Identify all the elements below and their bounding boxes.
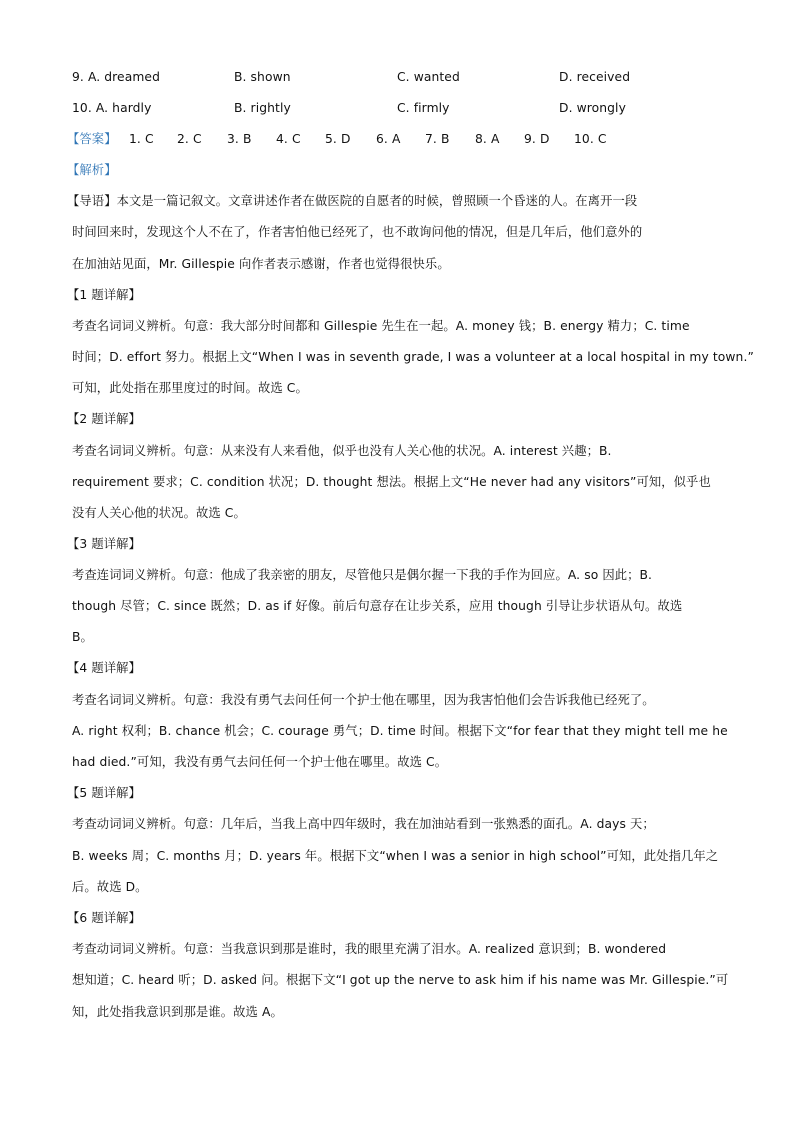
answer-item: 10. C xyxy=(574,132,607,146)
answer-item: 7. B xyxy=(425,132,450,146)
explanation-line: 时间；D. effort 努力。根据上文“When I was in seventh grade, I was a volunteer at a local hospital in my town.” xyxy=(72,350,754,364)
answer-item: 8. A xyxy=(475,132,500,146)
answer-item: 3. B xyxy=(227,132,252,146)
answer-item: 4. C xyxy=(276,132,301,146)
explanation-line: 可知，此处指在那里度过的时间。故选 C。 xyxy=(72,381,308,395)
explanation-line: 考查动词词义辨析。句意：当我意识到那是谁时，我的眼里充满了泪水。A. realized 意识到；B. wondered xyxy=(72,942,667,956)
explanation-line: B. weeks 周；C. months 月；D. years 年。根据下文“when I was a senior in high school”可知，此处指几年之 xyxy=(72,849,719,863)
explanation-line: B。 xyxy=(72,630,93,644)
option-a: 10. A. hardly xyxy=(72,101,152,115)
option-c: C. wanted xyxy=(397,70,460,84)
answer-label: 【答案】 xyxy=(67,132,117,146)
option-d: D. received xyxy=(559,70,631,84)
explanation-line: 考查名词词义辨析。句意：我没有勇气去问任何一个护士他在哪里，因为我害怕他们会告诉我他已经死了。 xyxy=(72,693,655,707)
explanation-line: 考查动词词义辨析。句意：几年后，当我上高中四年级时，我在加油站看到一张熟悉的面孔。A. days 天； xyxy=(72,817,655,831)
explanation-line: 考查连词词义辨析。句意：他成了我亲密的朋友，尽管他只是偶尔握一下我的手作为回应。A. so 因此；B. xyxy=(72,568,653,582)
explanation-line: A. right 权利；B. chance 机会；C. courage 勇气；D. time 时间。根据下文“for fear that they might tell me he xyxy=(72,724,728,738)
explanation-line: 考查名词词义辨析。句意：我大部分时间都和 Gillespie 先生在一起。A. money 钱；B. energy 精力；C. time xyxy=(72,319,690,333)
answer-item: 6. A xyxy=(376,132,401,146)
explanation-line: 没有人关心他的状况。故选 C。 xyxy=(72,506,246,520)
section-heading: 【5 题详解】 xyxy=(67,786,141,800)
option-c: C. firmly xyxy=(397,101,450,115)
answer-item: 9. D xyxy=(524,132,550,146)
section-heading: 【2 题详解】 xyxy=(67,412,141,426)
explanation-line: 想知道；C. heard 听；D. asked 问。根据下文“I got up the nerve to ask him if his name was Mr. Gillespie.”可 xyxy=(72,973,729,987)
answer-item: 1. C xyxy=(129,132,154,146)
option-b: B. rightly xyxy=(234,101,291,115)
analysis-label: 【解析】 xyxy=(67,163,117,177)
explanation-line: requirement 要求；C. condition 状况；D. thought 想法。根据上文“He never had any visitors”可知，似乎也 xyxy=(72,475,711,489)
section-heading: 【4 题详解】 xyxy=(67,661,141,675)
explanation-line: though 尽管；C. since 既然；D. as if 好像。前后句意存在让步关系，应用 though 引导让步状语从句。故选 xyxy=(72,599,683,613)
intro-line: 在加油站见面，Mr. Gillespie 向作者表示感谢，作者也觉得很快乐。 xyxy=(72,257,450,271)
section-heading: 【1 题详解】 xyxy=(67,288,141,302)
explanation-line: 考查名词词义辨析。句意：从来没有人来看他，似乎也没有人关心他的状况。A. interest 兴趣；B. xyxy=(72,444,612,458)
intro-line: 时间回来时，发现这个人不在了，作者害怕他已经死了，也不敢询问他的情况，但是几年后，他们意外的 xyxy=(72,225,643,239)
option-d: D. wrongly xyxy=(559,101,626,115)
section-heading: 【3 题详解】 xyxy=(67,537,141,551)
section-heading: 【6 题详解】 xyxy=(67,911,141,925)
explanation-line: 知，此处指我意识到那是谁。故选 A。 xyxy=(72,1005,283,1019)
explanation-line: 后。故选 D。 xyxy=(72,880,148,894)
explanation-line: had died.”可知，我没有勇气去问任何一个护士他在哪里。故选 C。 xyxy=(72,755,448,769)
option-b: B. shown xyxy=(234,70,291,84)
answer-item: 5. D xyxy=(325,132,351,146)
intro-line: 【导语】本文是一篇记叙文。文章讲述作者在做医院的自愿者的时候，曾照顾一个昏迷的人。在离开一段 xyxy=(67,194,638,208)
option-a: 9. A. dreamed xyxy=(72,70,160,84)
answer-item: 2. C xyxy=(177,132,202,146)
